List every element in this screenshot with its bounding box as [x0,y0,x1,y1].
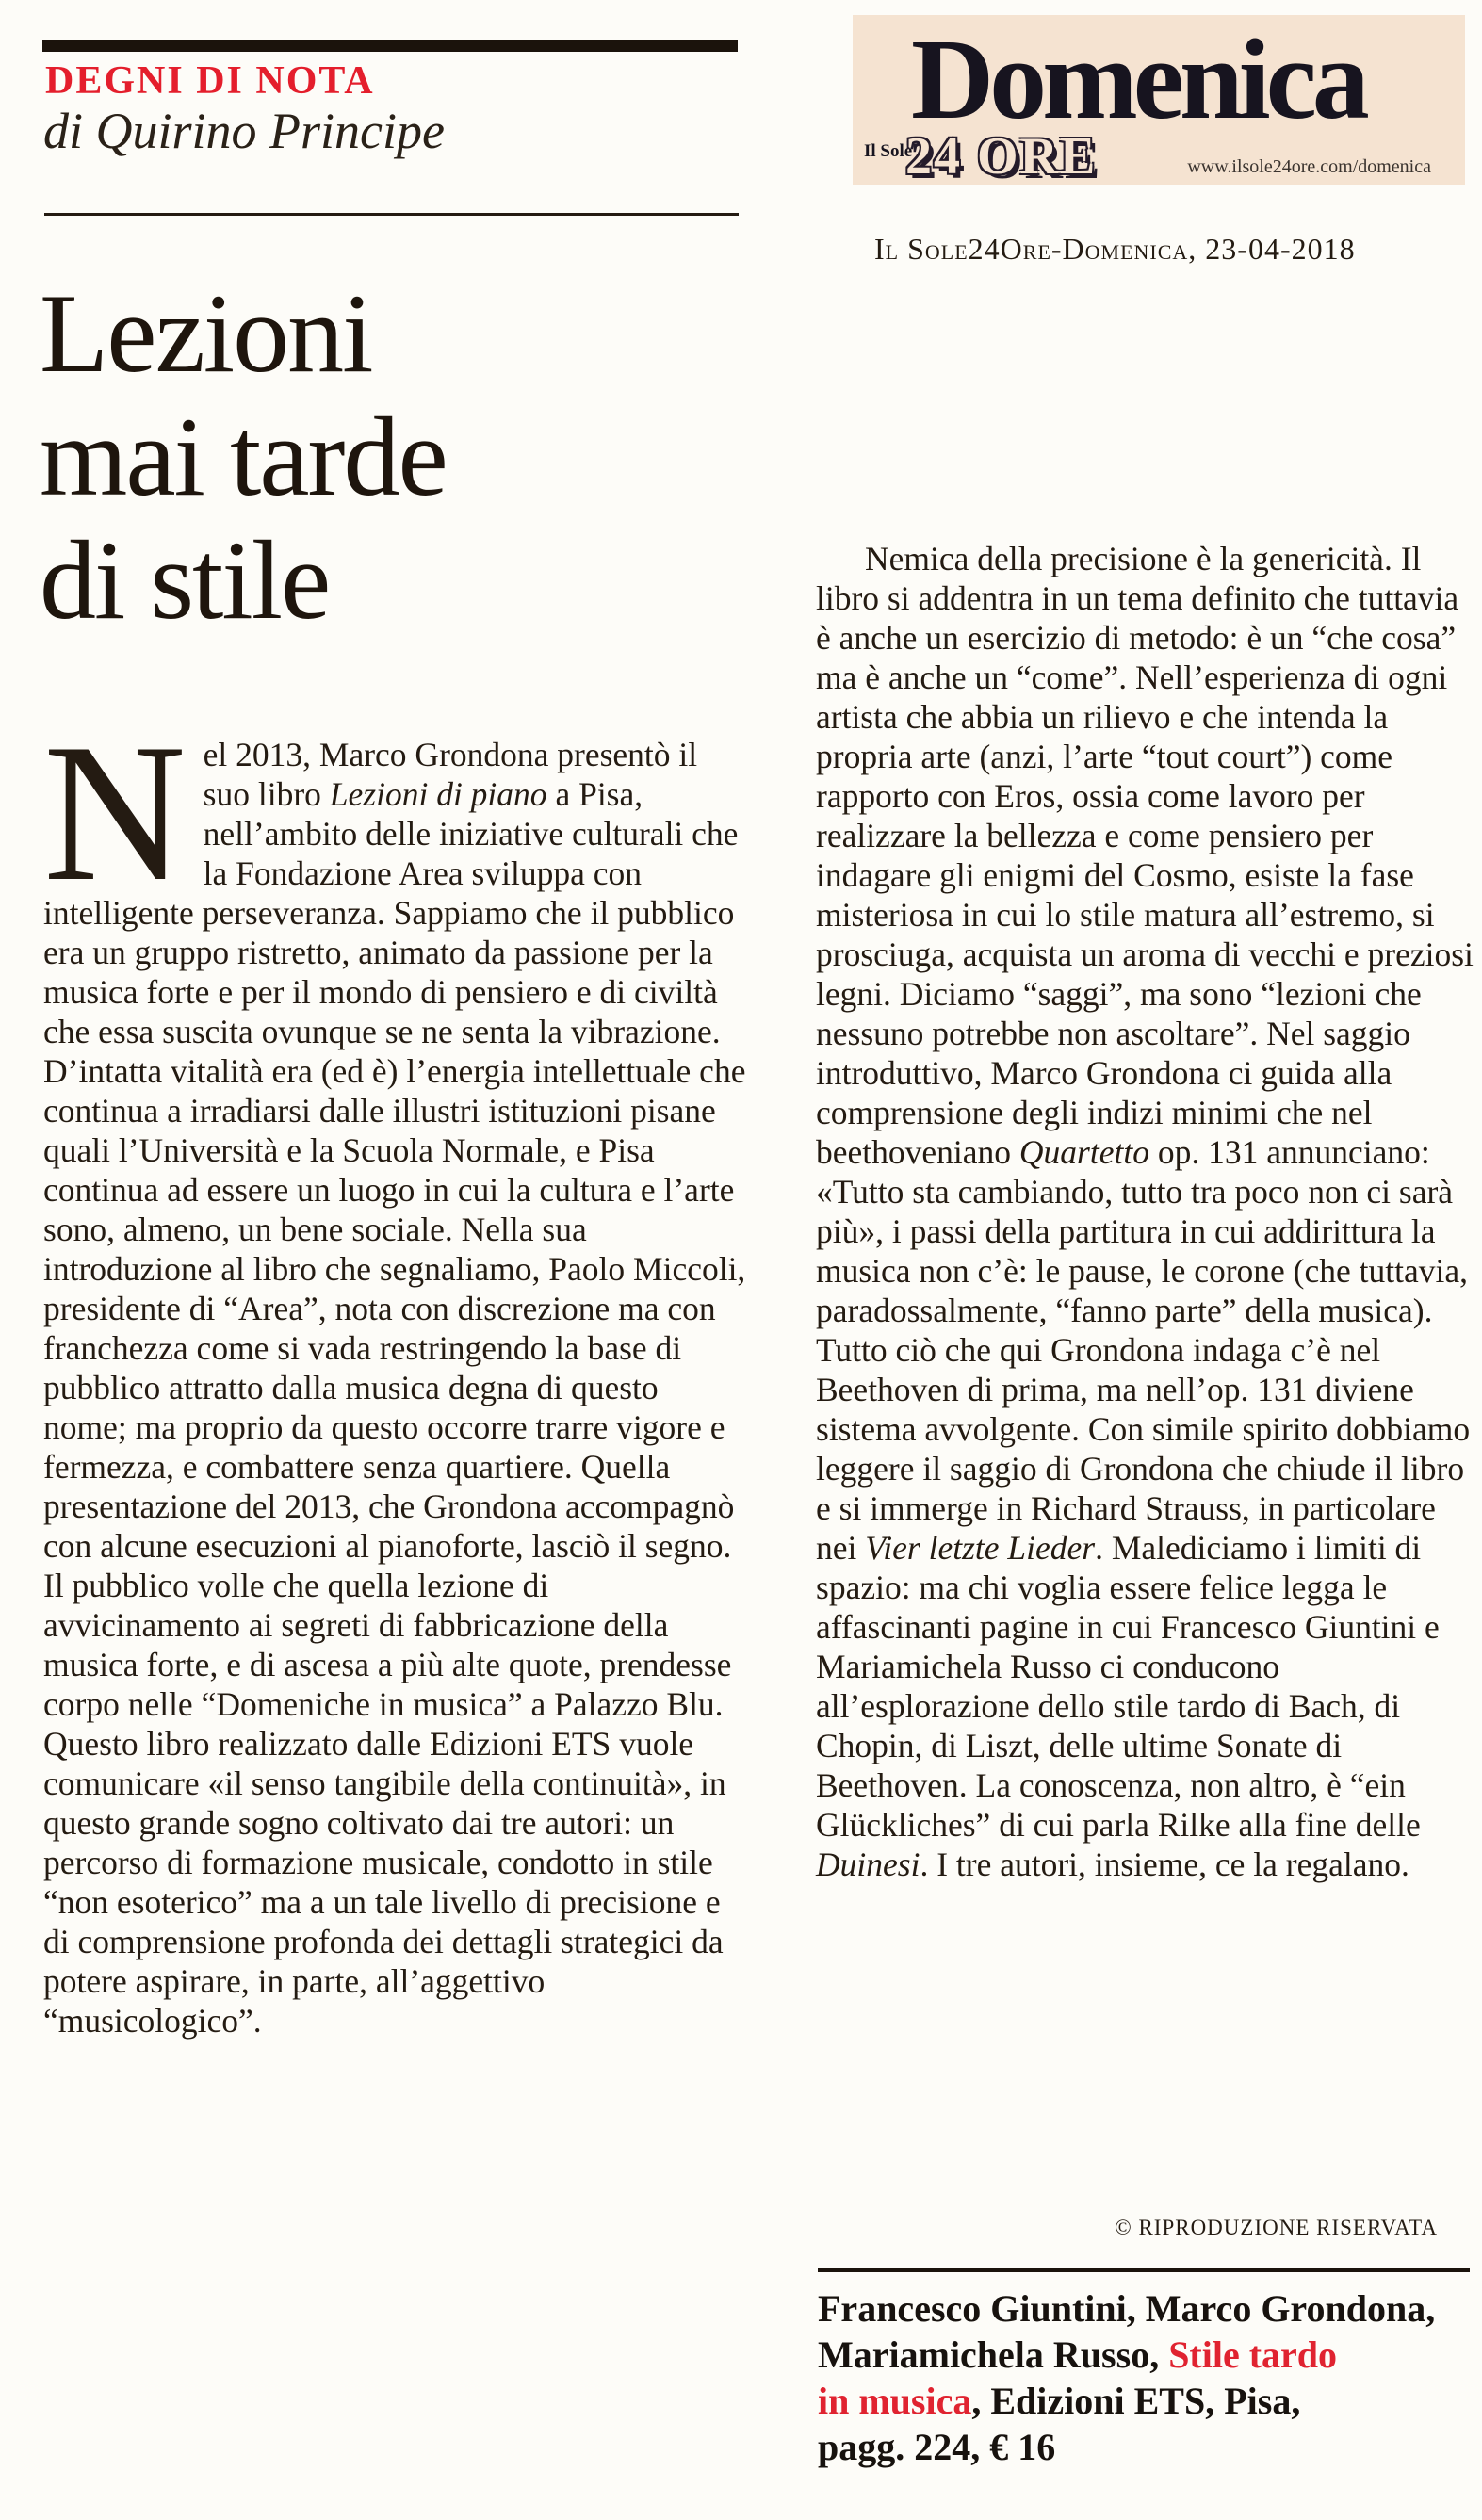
dateline: Il Sole24Ore-Domenica, 23-04-2018 [874,232,1356,266]
masthead [853,15,1465,185]
article-left-column [43,704,748,2040]
book-credit: Francesco Giuntini, Marco Grondona, Mariamichela Russo, Stile tardo in musica, Edizioni ETS, Pisa, pagg. 224, € 16 [818,2287,1436,2468]
masthead-url: www.ilsole24ore.com/domenica [1187,156,1431,177]
headline-line-1: Lezioni [40,270,372,396]
section-kicker: DEGNI DI NOTA [45,59,375,103]
sole24ore-logo: 24 ORE [905,127,1098,186]
headline-line-3: di stile [40,517,330,642]
copyright-notice: © RIPRODUZIONE RISERVATA [1115,2216,1438,2239]
byline: di Quirino Principe [43,103,445,159]
left-column-text: el 2013, Marco Grondona presentò il suo libro Lezioni di piano a Pisa, nell’ambito delle iniziative culturali che la Fondazione Area sviluppa con intelligente perseveranza. Sappiamo che il pubblico era un gruppo ristretto, animato da passione per la musica forte e per il mondo di pensiero e di civiltà che essa suscita ovunque se ne senta la vibrazione. D’intatta vitalità era (ed è) l’energia intellettuale che continua a irradiarsi dalle illustri istituzioni pisane quali l’Università e la Scuola Normale, e Pisa continua ad essere un luogo in cui la cultura e l’arte sono, almeno, un bene sociale. Nella sua introduzione al libro che segnaliamo, Paolo Miccoli, presidente di “Area”, nota con discrezione ma con franchezza come si vada restringendo la base di pubblico attratto dalla musica degna di questo nome; ma proprio da questo occorre trarre vigore e fermezza, e combattere senza quartiere. Quella presentazione del 2013, che Grondona accompagnò con alcune esecuzioni al pianoforte, lasciò il segno. Il pubblico volle che quella lezione di avvicinamento ai segreti di fabbricazione della musica forte, e di ascesa a più alte quote, prendesse corpo nelle “Domeniche in musica” a Palazzo Blu. Questo libro realizzato dalle Edizioni ETS vuole comunicare «il senso tangibile della continuità», in questo grande sogno coltivato dai tre autori: un percorso di formazione musicale, condotto in stile “non esoterico” ma a un tale livello di precisione e di comprensione profonda dei dettagli strategici da potere aspirare, in parte, all’aggettivo “musicologico”. [43,736,746,2040]
masthead-title: Domenica [911,16,1365,143]
credit-divider-rule [818,2268,1470,2272]
article-right-column: Nemica della precisione è la genericità. Il libro si addentra in un tema definito che tuttavia è anche un esercizio di metodo: è un “che cosa” ma è anche un “come”. Nell’esperienza di ogni artista che abbia un rilievo e che intenda la propria arte (anzi, l’arte “tout court”) come rapporto con Eros, ossia come lavoro per realizzare la bellezza e come pensiero per indagare gli enigmi del Cosmo, esiste la fase misteriosa in cui lo stile matura all’estremo, si prosciuga, acquista un aroma di vecchi e preziosi legni. Diciamo “saggi”, ma sono “lezioni che nessuno potrebbe non ascoltare”. Nel saggio introduttivo, Marco Grondona ci guida alla comprensione degli indizi minimi che nel beethoveniano Quartetto op. 131 annunciano: «Tutto sta cambiando, tutto tra poco non ci sarà più», i passi della partitura in cui addirittura la musica non c’è: le pause, le corone (che tuttavia, paradossalmente, “fanno parte” della musica). Tutto ciò che qui Grondona indaga c’è nel Beethoven di prima, ma nell’op. 131 diviene sistema avvolgente. Con simile spirito dobbiamo leggere il saggio di Grondona che chiude il libro e si immerge in Richard Strauss, in particolare nei Vier letzte Lieder. Malediciamo i limiti di spazio: ma chi voglia essere felice legga le affascinanti pagine in cui Francesco Giuntini e Mariamichela Russo ci conducono all’esplorazione dello stile tardo di Bach, di Chopin, di Liszt, delle ultime Sonate di Beethoven. La conoscenza, non altro, è “ein Glückliches” di cui parla Rilke alla fine delle Duinesi. I tre autori, insieme, ce la regalano. [816,540,1474,1883]
article-headline [40,271,756,642]
top-rule [42,40,738,52]
drop-cap: N [43,704,187,922]
il-sole-logo-text: Il Sole [864,141,913,161]
headline-line-2: mai tarde [40,394,447,519]
header-divider-rule [44,213,739,216]
